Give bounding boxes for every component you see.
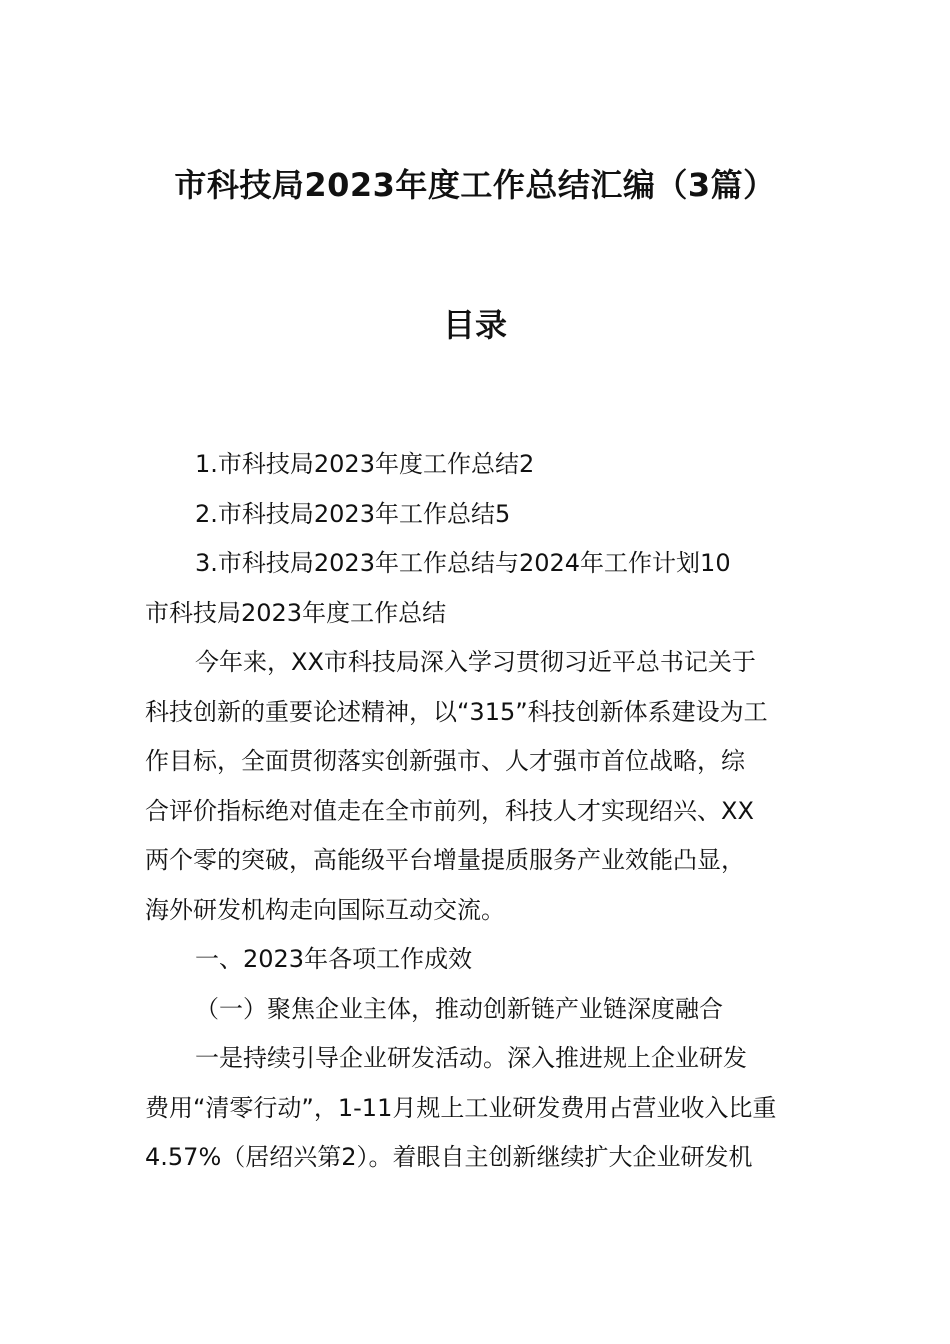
- intro-line: 合评价指标绝对值走在全市前列，科技人才实现绍兴、XX: [145, 796, 754, 825]
- section-title: 市科技局2023年度工作总结: [145, 598, 447, 627]
- paragraph-line: 一是持续引导企业研发活动。深入推进规上企业研发: [195, 1044, 747, 1072]
- toc-heading: 目录: [442, 306, 507, 344]
- document-title: 市科技局2023年度工作总结汇编（3篇）: [174, 166, 776, 204]
- intro-line: 作目标，全面贯彻落实创新强市、人才强市首位战略，综: [145, 747, 745, 775]
- toc-item-3[interactable]: 3.市科技局2023年工作总结与2024年工作计划10: [195, 549, 731, 577]
- paragraph-line: 费用“清零行动”，1-11月规上工业研发费用占营业收入比重: [145, 1093, 777, 1122]
- document-body: [145, 440, 810, 1183]
- intro-line: 海外研发机构走向国际互动交流。: [145, 895, 505, 924]
- toc-item-2[interactable]: 2.市科技局2023年工作总结5: [195, 499, 511, 528]
- heading-1: 一、2023年各项工作成效: [195, 945, 473, 973]
- intro-line: 今年来，XX市科技局深入学习贯彻习近平总书记关于: [195, 648, 756, 676]
- paragraph-line: 4.57%（居绍兴第2）。着眼自主创新继续扩大企业研发机: [145, 1143, 753, 1171]
- toc-item-1[interactable]: 1.市科技局2023年度工作总结2: [195, 450, 535, 478]
- intro-line: 科技创新的重要论述精神，以“315”科技创新体系建设为工: [145, 697, 768, 726]
- heading-1-1: （一）聚焦企业主体，推动创新链产业链深度融合: [195, 994, 723, 1023]
- intro-line: 两个零的突破，高能级平台增量提质服务产业效能凸显，: [145, 846, 745, 874]
